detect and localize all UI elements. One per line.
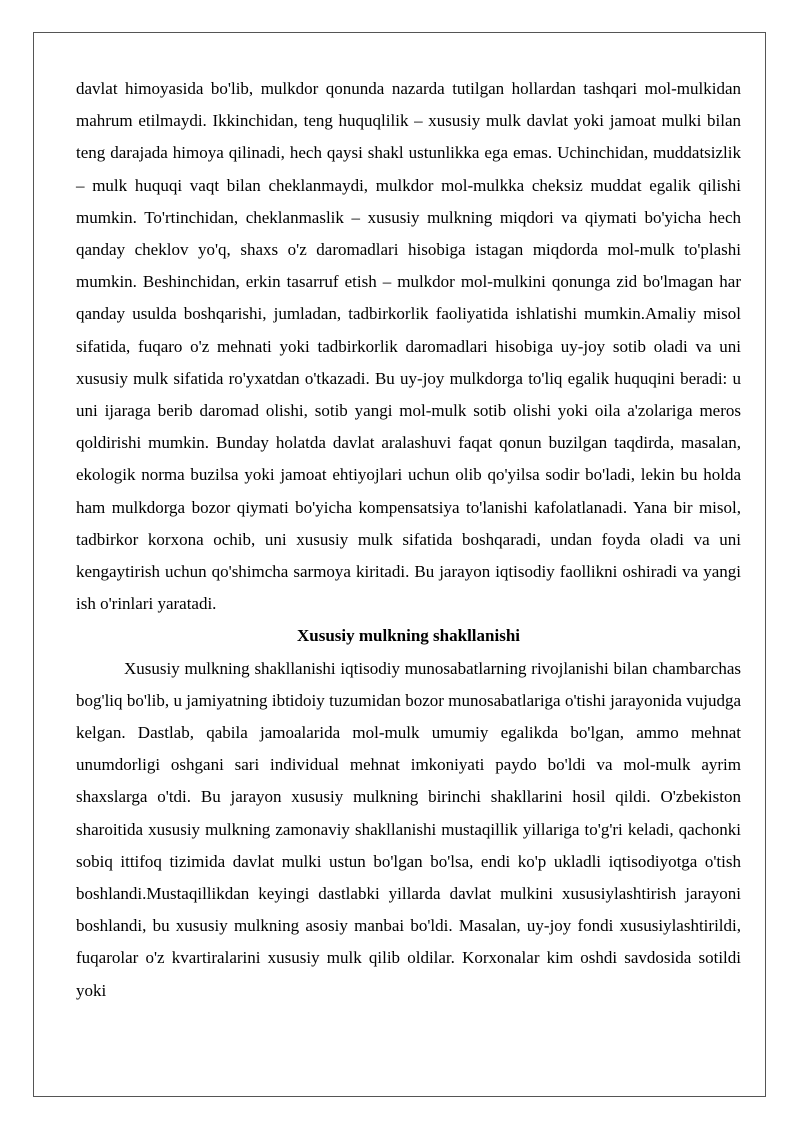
section-paragraph: Xususiy mulkning shakllanishi iqtisodiy munosabatlarning rivojlanishi bilan chambarchas bog'liq bo'lib, u jamiyatning ibtidoiy tuzumidan bozor munosabatlariga o'tishi jarayonida vujudga kelgan. Dastlab, qabila jamoalarida mol-mulk umumiy egalikda bo'lgan, ammo mehnat unumdorligi oshgani sari individual mehnat imkoniyati paydo bo'ldi va mol-mulk ayrim shaxslarga o'tdi. Bu jarayon xususiy mulkning birinchi shakllarini hosil qildi. O'zbekiston sharoitida xususiy mulkning zamonaviy shakllanishi mustaqillik yillariga to'g'ri keladi, qachonki sobiq ittifoq tizimida davlat mulki ustun bo'lgan bo'lsa, endi ko'p ukladli iqtisodiyotga o'tish boshlandi.Mustaqillikdan keyingi dastlabki yillarda davlat mulkini xususiylashtirish jarayoni boshlandi, bu xususiy mulkning asosiy manbai bo'ldi. Masalan, uy-joy fondi xususiylashtirildi, fuqarolar o'z kvartiralarini xususiy mulk qilib oldilar. Korxonalar kim oshdi savdosida sotildi yoki [76,658,741,1000]
body-paragraph: davlat himoyasida bo'lib, mulkdor qonunda nazarda tutilgan hollardan tashqari mol-mulkidan mahrum etilmaydi. Ikkinchidan, teng huquqlilik – xususiy mulk davlat yoki jamoat mulki bilan teng darajada himoya qilinadi, hech qaysi shakl ustunlikka ega emas. Uchinchidan, muddatsizlik – mulk huquqi vaqt bilan cheklanmaydi, mulkdor mol-mulkka cheksiz muddat egalik qilishi mumkin. To'rtinchidan, cheklanmaslik – xususiy mulkning miqdori va qiymati bo'yicha hech qanday cheklov yo'q, shaxs o'z daromadlari hisobiga istagan miqdorda mol-mulk to'plashi mumkin. Beshinchidan, erkin tasarruf etish – mulkdor mol-mulkini qonunga zid bo'lmagan har qanday usulda boshqarishi, jumladan, tadbirkorlik faoliyatida ishlatishi mumkin.Amaliy misol sifatida, fuqaro o'z mehnati yoki tadbirkorlik daromadlari hisobiga uy-joy sotib oladi va uni xususiy mulk sifatida ro'yxatdan o'tkazadi. Bu uy-joy mulkdorga to'liq egalik huquqini beradi: u uni ijaraga berib daromad olishi, sotib yangi mol-mulk sotib olishi yoki oila a'zolariga meros qoldirishi mumkin. Bunday holatda davlat aralashuvi faqat qonun buzilgan taqdirda, masalan, ekologik norma buzilsa yoki jamoat ehtiyojlari uchun olib qo'yilsa sodir bo'ladi, lekin bu holda ham mulkdorga bozor qiymati bo'yicha kompensatsiya to'lanishi kafolatlanadi. Yana bir misol, tadbirkor korxona ochib, uni xususiy mulk sifatida boshqaradi, undan foyda oladi va uni kengaytirish uchun qo'shimcha sarmoya kiritadi. Bu jarayon iqtisodiy faollikni oshiradi va yangi ish o'rinlari yaratadi. [76,79,741,614]
section-heading: Xususiy mulkning shakllanishi [296,626,520,646]
document-body [76,73,741,1007]
